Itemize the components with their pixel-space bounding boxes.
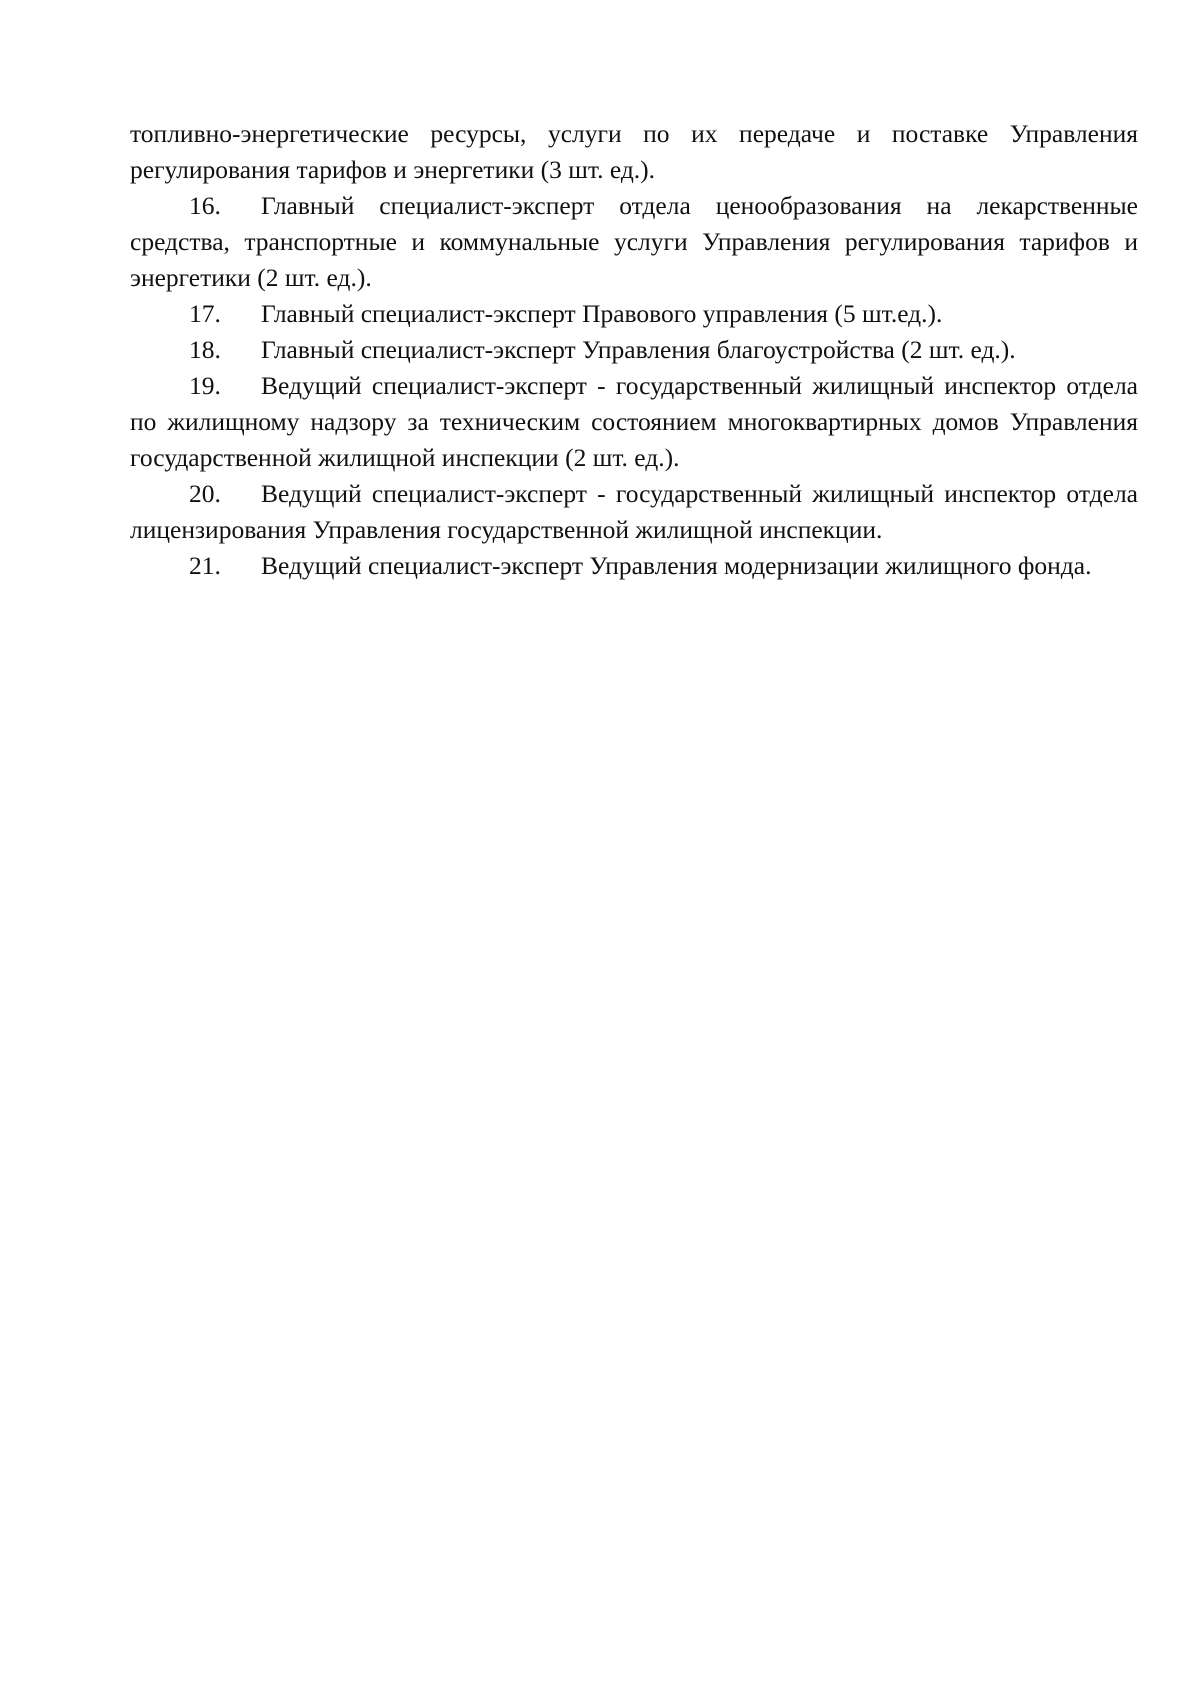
list-item-number: 16. [189, 191, 221, 220]
list-item-20 [130, 476, 1138, 548]
list-item-number: 21. [189, 551, 221, 580]
list-item-21 [130, 548, 1138, 584]
list-item-text: Ведущий специалист-эксперт Управления модернизации жилищного фонда. [261, 551, 1092, 580]
list-item-number: 17. [189, 299, 221, 328]
list-item-number: 20. [189, 479, 221, 508]
list-item-17 [130, 296, 1138, 332]
list-item-number: 18. [189, 335, 221, 364]
list-item-18 [130, 332, 1138, 368]
document-body [130, 116, 1138, 584]
continuation-paragraph: топливно-энергетические ресурсы, услуги по их передаче и поставке Управления регулирования тарифов и энергетики (3 шт. ед.). [130, 119, 1138, 184]
list-item-text: Главный специалист-эксперт Управления благоустройства (2 шт. ед.). [261, 335, 1016, 364]
list-item-text: Ведущий специалист-эксперт - государственный жилищный инспектор отдела по жилищному надзору за техническим состоянием многоквартирных домов Управления государственной жилищной инспекции (2 шт. ед.). [130, 371, 1138, 472]
list-item-text: Главный специалист-эксперт Правового управления (5 шт.ед.). [261, 299, 943, 328]
list-item-text: Ведущий специалист-эксперт - государственный жилищный инспектор отдела лицензирования Управления государственной жилищной инспекции. [130, 479, 1138, 544]
list-item-19 [130, 368, 1138, 476]
list-item-text: Главный специалист-эксперт отдела ценообразования на лекарственные средства, транспортные и коммунальные услуги Управления регулирования тарифов и энергетики (2 шт. ед.). [130, 191, 1138, 292]
list-item-number: 19. [189, 371, 221, 400]
list-item-16 [130, 188, 1138, 296]
